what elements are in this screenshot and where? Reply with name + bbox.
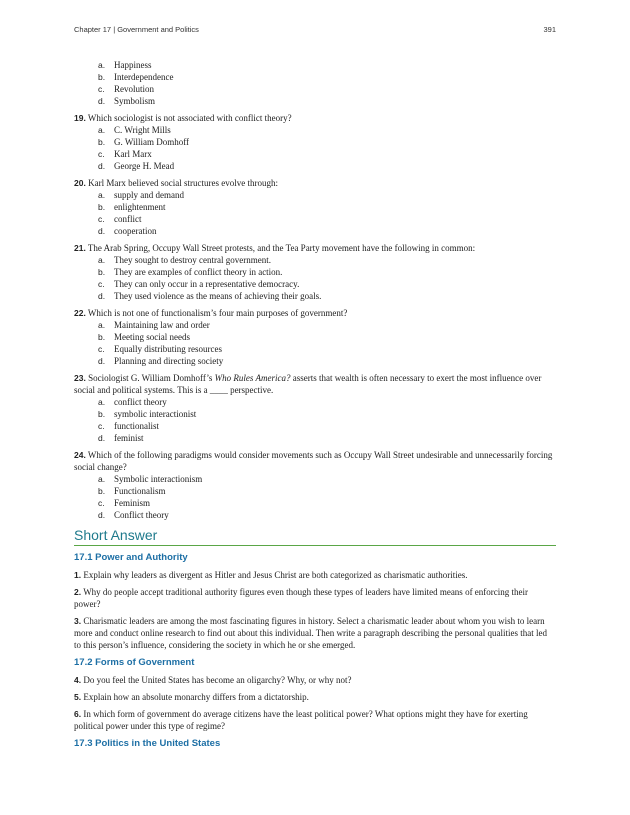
option: c. Feminism bbox=[98, 498, 151, 508]
chapter-title: Chapter 17 | Government and Politics bbox=[74, 25, 199, 34]
question-options bbox=[74, 189, 556, 237]
page-number: 391 bbox=[543, 25, 556, 34]
short-answer-item: 1. Explain why leaders as divergent as Hitler and Jesus Christ are both categorized as charismatic authorities. bbox=[74, 570, 468, 580]
option: a. C. Wright Mills bbox=[98, 125, 171, 135]
option: a. supply and demand bbox=[98, 190, 184, 200]
option: a. Maintaining law and order bbox=[98, 320, 210, 330]
page-content bbox=[74, 59, 556, 755]
option: b. G. William Domhoff bbox=[98, 137, 190, 147]
subsection-heading: 17.3 Politics in the United States bbox=[74, 738, 221, 749]
question-options bbox=[74, 124, 556, 172]
question-21: 21. The Arab Spring, Occupy Wall Street protests, and the Tea Party movement have the following in common: bbox=[74, 243, 476, 253]
option: d. Symbolism bbox=[98, 96, 156, 106]
question-options bbox=[74, 473, 556, 521]
option: c. conflict bbox=[98, 214, 142, 224]
option: a. Happiness bbox=[98, 60, 152, 70]
option: d. feminist bbox=[98, 433, 144, 443]
option: d. George H. Mead bbox=[98, 161, 175, 171]
option: b. Interdependence bbox=[98, 72, 174, 82]
option: a. conflict theory bbox=[98, 397, 167, 407]
option: b. Meeting social needs bbox=[98, 332, 190, 342]
subsection-heading: 17.2 Forms of Government bbox=[74, 657, 195, 668]
question-options bbox=[74, 319, 556, 367]
option: d. Conflict theory bbox=[98, 510, 169, 520]
option: b. enlightenment bbox=[98, 202, 166, 212]
question-20: 20. Karl Marx believed social structures evolve through: bbox=[74, 178, 279, 188]
option: b. They are examples of conflict theory in action. bbox=[98, 267, 283, 277]
short-answer-item: 3. Charismatic leaders are among the most fascinating figures in history. Select a charismatic leader about whom you wish to learn more and conduct online research to find out about this individual. Then write a paragraph describing the personal qualities that led to this person’s influence, considering the society in which he or she emerged. bbox=[74, 616, 547, 650]
section-title-short-answer: Short Answer bbox=[74, 526, 556, 546]
option: b. symbolic interactionist bbox=[98, 409, 197, 419]
question-options bbox=[74, 396, 556, 444]
option: d. cooperation bbox=[98, 226, 157, 236]
question-19: 19. Which sociologist is not associated with conflict theory? bbox=[74, 113, 292, 123]
q18-options bbox=[74, 59, 556, 107]
option: d. They used violence as the means of achieving their goals. bbox=[98, 291, 322, 301]
option: d. Planning and directing society bbox=[98, 356, 224, 366]
short-answer-item: 2. Why do people accept traditional authority figures even though these types of leaders have limited means of enforcing their power? bbox=[74, 587, 529, 609]
question-24: 24. Which of the following paradigms would consider movements such as Occupy Wall Street undesirable and unnecessarily forcing social change? bbox=[74, 450, 553, 472]
option: c. They can only occur in a representative democracy. bbox=[98, 279, 300, 289]
subsection-heading: 17.1 Power and Authority bbox=[74, 552, 188, 563]
question-options bbox=[74, 254, 556, 302]
option: b. Functionalism bbox=[98, 486, 166, 496]
question-23: 23. Sociologist G. William Domhoff’s Who Rules America? asserts that wealth is often necessary to exert the most influence over social and political systems. This is a ____ perspective. bbox=[74, 373, 542, 395]
short-answer-item: 6. In which form of government do average citizens have the least political power? What options might they have for exerting political power under this type of regime? bbox=[74, 709, 528, 731]
option: a. Symbolic interactionism bbox=[98, 474, 203, 484]
option: c. Equally distributing resources bbox=[98, 344, 222, 354]
option: c. functionalist bbox=[98, 421, 159, 431]
short-answer-item: 4. Do you feel the United States has become an oligarchy? Why, or why not? bbox=[74, 675, 352, 685]
option: c. Revolution bbox=[98, 84, 154, 94]
short-answer-item: 5. Explain how an absolute monarchy differs from a dictatorship. bbox=[74, 692, 309, 702]
question-22: 22. Which is not one of functionalism’s four main purposes of government? bbox=[74, 308, 348, 318]
option: c. Karl Marx bbox=[98, 149, 152, 159]
option: a. They sought to destroy central government. bbox=[98, 255, 271, 265]
